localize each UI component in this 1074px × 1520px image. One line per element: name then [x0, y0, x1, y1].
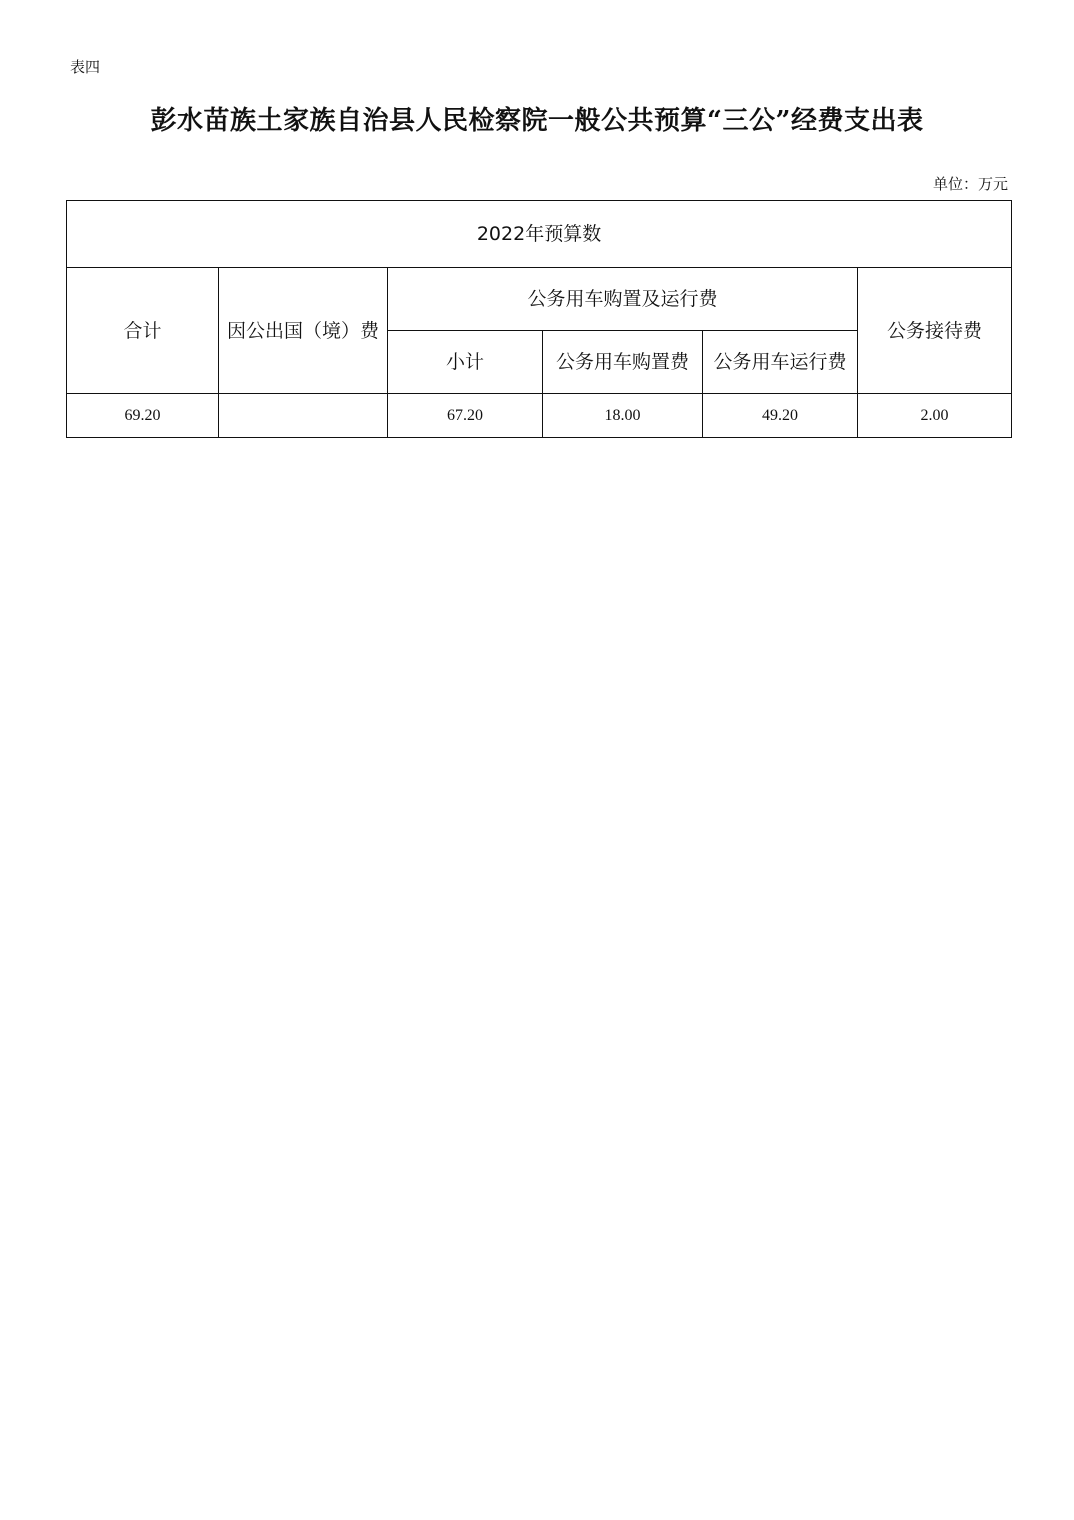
cell-vehicle-subtotal: 67.20: [388, 394, 543, 438]
header-vehicle-purchase: 公务用车购置费: [543, 331, 703, 394]
header-vehicle-operation: 公务用车运行费: [703, 331, 858, 394]
year-header-row: [67, 201, 1012, 268]
header-row-1: [67, 268, 1012, 331]
header-total: 合计: [67, 268, 219, 394]
header-vehicle-subtotal: 小计: [388, 331, 543, 394]
cell-vehicle-operation: 49.20: [703, 394, 858, 438]
cell-overseas: [219, 394, 388, 438]
header-reception: 公务接待费: [858, 268, 1012, 394]
three-public-expenses-table: [66, 200, 1012, 438]
unit-label: 单位：万元: [932, 175, 1008, 193]
document-title: 彭水苗族土家族自治县人民检察院一般公共预算“三公”经费支出表: [150, 106, 924, 136]
table-row: [67, 394, 1012, 438]
cell-vehicle-purchase: 18.00: [543, 394, 703, 438]
year-header-cell: 2022年预算数: [67, 201, 1012, 268]
header-vehicle-group: 公务用车购置及运行费: [388, 268, 858, 331]
cell-total: 69.20: [67, 394, 219, 438]
table-number-label: 表四: [70, 58, 101, 76]
header-overseas: 因公出国（境）费: [219, 268, 388, 394]
cell-reception: 2.00: [858, 394, 1012, 438]
